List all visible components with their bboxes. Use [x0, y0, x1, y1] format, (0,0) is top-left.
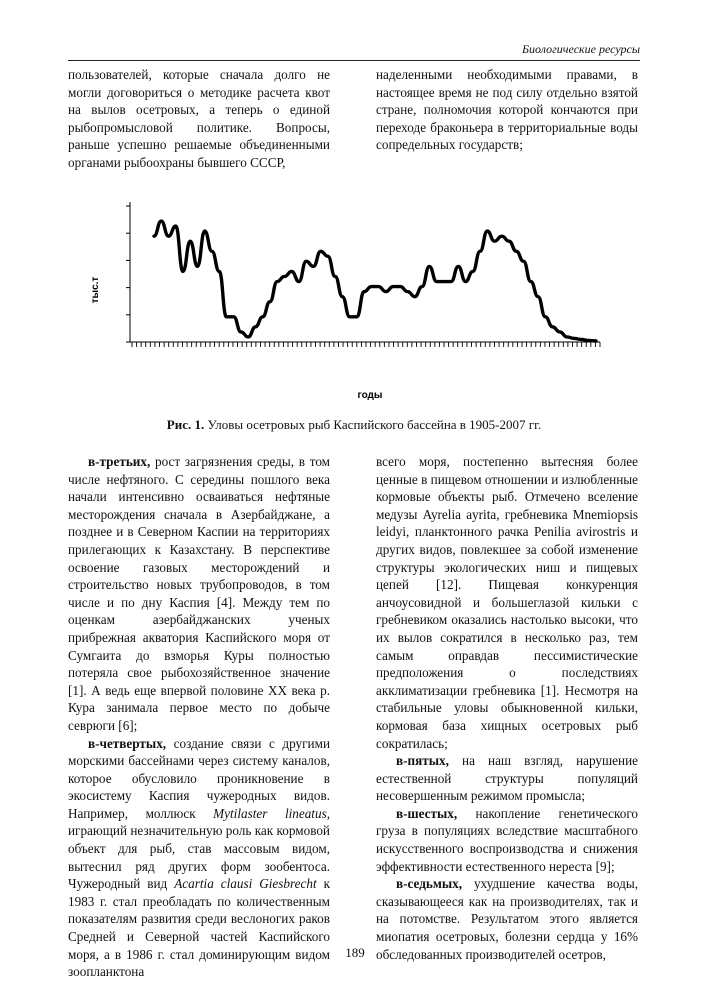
species-name: Acartia clausi Giesbrecht [174, 876, 317, 892]
paragraph [376, 805, 638, 875]
running-header [68, 40, 640, 62]
y-axis-label: тыс.т [90, 276, 101, 304]
list-marker: в-третьих, [88, 454, 151, 469]
y-axis-ticks [126, 206, 130, 342]
journal-section-title: Биологические ресурсы [521, 42, 640, 56]
paragraph [376, 752, 638, 805]
figure-caption [68, 417, 640, 433]
paragraph-text: создание связи с другими морскими бассейнами через систему каналов, которое обусловило проникновение в экосистему Каспия чужеродных видов. Например, моллюск [68, 735, 331, 821]
species-name: Mytilaster lineatus, [213, 805, 330, 821]
catch-line-chart [68, 190, 640, 410]
paragraph-text: ухудшение качества воды, сказывающееся как на производителях, так и на потомстве. Результатом этого является миопатия осетровых, болезни сердца у 16% обследованных производителей осетров, [376, 876, 639, 962]
figure-label: Рис. 1. [166, 417, 205, 432]
column-bottom-left [68, 453, 330, 981]
list-marker: в-шестых, [396, 805, 458, 821]
list-marker: в-пятых, [396, 753, 449, 769]
column-top-right [376, 66, 638, 154]
column-top-left [68, 66, 330, 172]
paragraph-text: на наш взгляд, нарушение естественной структуры популяций несовершенным режимом промысла; [376, 753, 638, 804]
figure-caption-text: Уловы осетровых рыб Каспийского бассейна в 1905-2007 гг. [207, 417, 542, 432]
page-number: 189 [345, 945, 365, 960]
paragraph-text: накопление генетического груза в популяциях вследствие масштабного искусственного воспроизводства и снижения эффективности естественного нереста [9]; [376, 805, 638, 874]
paragraph-text: рост загрязнения среды, в том числе нефтяного. С середины пошлого века начали интенсивно осваиваться нефтяные месторождения сначала в Азербайджане, а позднее и в Северном Каспии на территориях прилегающих к Казахстану. В перспективе освоение газовых месторождений и строительство новых трубопроводов, в том числе и по дну Каспия [4]. Между тем по оценкам азербайджанских ученых прибрежная акватория Каспийского моря от Сумгаита до взморья Куры полностью потеряла свое рыбохозяйственное значение [1]. А ведь еще впервой половине XX века р. Кура занимала первое место по добыче севрюги [6]; [68, 454, 331, 733]
x-axis-ticks [132, 342, 600, 347]
series-line [154, 221, 596, 341]
paragraph [68, 735, 330, 981]
paragraph [68, 453, 330, 735]
x-axis-label: годы [357, 390, 383, 401]
paragraph: всего моря, постепенно вытесняя более ценные в пищевом отношении и излюбленные кормовые объекты рыб. Отмечено вселение медузы Ayrelia ayrita, гребневика Mnemiopsis leidyi, планктонного рачка Penilia avirostris и других видов, повлекшее за собой изменение структуры экологических ниш и пищевых цепей [12]. Пищевая конкуренция анчоусовидной и большеглазой кильки с гребневиком оказались настолько высоки, что их вылов сократился в несколько раз, тем самым оправдав пессимистические предположения о последствиях акклиматизации гребневика [1]. Несмотря на стабильные уловы обыкновенной кильки, кормовая база хищных осетровых рыб сократилась; [376, 454, 638, 751]
chart-axes [130, 202, 600, 342]
paragraph-text: играющий незначительную роль как кормовой объект для рыб, став массовым видом, вытеснил ряд других форм зообентоса. Чужеродный вид [68, 823, 330, 892]
column-bottom-right [376, 453, 638, 963]
paragraph-text: к 1983 г. стал преобладать по количественным показателям развития среди веслоногих раков Средней и Северной частей Каспийского моря, а в 1986 г. стал доминирующим видом зоопланктона [68, 876, 331, 980]
paragraph: наделенными необходимыми правами, в настоящее время не под силу отдельно взятой стране, полномочия которой кончаются при переходе браконьера в территориальные воды сопредельных государств; [376, 67, 638, 153]
header-rule [68, 60, 640, 61]
list-marker: в-четвертых, [88, 735, 167, 751]
list-marker: в-седьмых, [396, 876, 463, 892]
paragraph: пользователей, которые сначала долго не могли договориться о методике расчета квот на вылов осетровых, а теперь о единой рыбопромысловой политике. Вопросы, раньше успешно решаемые объединенными органами рыбоохраны бывшего СССР, [68, 67, 330, 170]
